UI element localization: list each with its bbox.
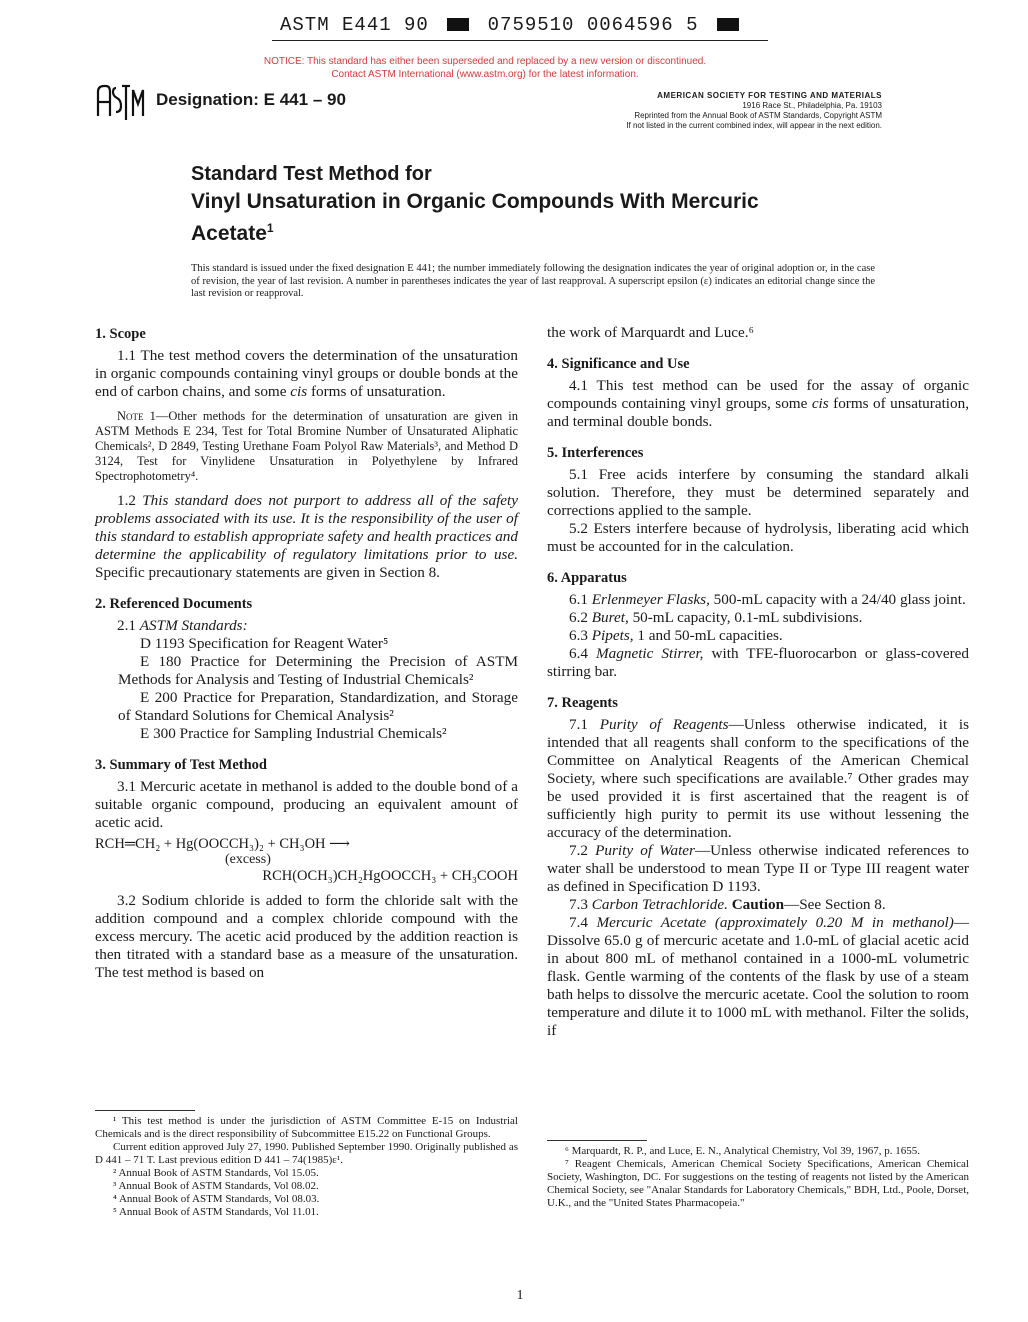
- ref-item: D 1193 Specification for Reagent Water⁵: [140, 635, 389, 652]
- footnote: ⁶ Marquardt, R. P., and Luce, E. N., Analytical Chemistry, Vol 39, 1967, p. 1655.: [565, 1145, 920, 1157]
- footnote: ¹ This test method is under the jurisdiction of ASTM Committee E-15 on Industrial Chemicals and is the direct responsibility of Subcommittee E15.22 on Functional Groups.: [95, 1115, 518, 1140]
- publisher-reprint: Reprinted from the Annual Book of ASTM Standards, Copyright ASTM: [634, 111, 882, 120]
- footnote-rule: [95, 1110, 195, 1111]
- para-3-1: 3.1 Mercuric acetate in methanol is added to the double bond of a suitable organic compound, producing an equivalent amount of acetic acid.: [95, 778, 518, 831]
- ref-item: E 200 Practice for Preparation, Standardization, and Storage of Standard Solutions for Chemical Analysis²: [118, 689, 518, 724]
- note-1: Note 1—Other methods for the determination of unsaturation are given in ASTM Methods E 234, Test for Total Bromine Number of Unsaturated Aliphatic Chemicals², D 2849, Testing Urethane Foam Polyol Raw Materials³, and Method D 3124, Test for Vinylidene Unsaturation in Polyethylene by Infrared Spectrophotometry⁴.: [95, 409, 519, 483]
- equation-excess: (excess): [225, 852, 271, 867]
- footnote: Current edition approved July 27, 1990. Published September 1990. Originally published as D 441 – 71 T. Last previous edition D 441 – 74(1985)ε¹.: [95, 1141, 518, 1166]
- footnote-rule: [547, 1140, 647, 1141]
- page-number: 1: [516, 1288, 524, 1303]
- document-code: [280, 14, 780, 36]
- notice-line-2: Contact ASTM International (www.astm.org) for the latest information.: [331, 69, 639, 80]
- title-line-2: [191, 188, 841, 247]
- title-block: [191, 162, 841, 247]
- apparatus-item: 6.2 Buret, 50-mL capacity, 0.1-mL subdivisions.: [569, 609, 863, 626]
- para-7-3: 7.3 Carbon Tetrachloride. Caution—See Section 8.: [569, 896, 886, 913]
- designation: Designation: E 441 – 90: [156, 90, 346, 109]
- issued-statement: This standard is issued under the fixed designation E 441; the number immediately following the designation indicates the year of original adoption or, in the case of revision, the year of last revision. A number in parentheses indicates the year of last reapproval. A superscript epsilon (ε) indicates an editorial change since the last revision or reapproval.: [191, 263, 875, 299]
- apparatus-item: 6.1 Erlenmeyer Flasks, 500-mL capacity with a 24/40 glass joint.: [569, 591, 966, 608]
- left-column: [95, 325, 518, 982]
- title-footnote-mark: 1: [266, 221, 274, 235]
- title-line-1: Standard Test Method for: [191, 163, 432, 185]
- footnote: ⁴ Annual Book of ASTM Standards, Vol 08.03.: [113, 1193, 320, 1205]
- footnotes-right: [547, 1140, 969, 1210]
- section-5-heading: 5. Interferences: [547, 445, 644, 461]
- section-6-heading: 6. Apparatus: [547, 570, 627, 586]
- publisher-org: AMERICAN SOCIETY FOR TESTING AND MATERIALS: [657, 91, 882, 100]
- para-3-2: 3.2 Sodium chloride is added to form the chloride salt with the addition compound and a complex chloride compound with the excess mercury. The acetic acid produced by the addition reaction is then titrated with a standard base as a measure of the unsaturation. The test method is based on: [95, 892, 518, 981]
- right-column: [547, 324, 969, 1040]
- para-7-1: 7.1 Purity of Reagents—Unless otherwise indicated, it is intended that all reagents shall conform to the specifications of the Committee on Analytical Reagents of the American Chemical Society, where such specifications are available.⁷ Other grades may be used provided it is first ascertained that the reagent is of sufficiently high purity to permit its use without lessening the accuracy of the determination.: [547, 716, 970, 841]
- code-bar-end: [717, 18, 739, 31]
- continued-text: the work of Marquardt and Luce.⁶: [547, 324, 754, 341]
- code-left: ASTM E441 90: [280, 14, 429, 36]
- section-1-heading: 1. Scope: [95, 326, 146, 342]
- publisher-note: If not listed in the current combined index, will appear in the next edition.: [626, 121, 882, 130]
- ref-item: E 300 Practice for Sampling Industrial Chemicals²: [140, 725, 447, 742]
- para-5-2: 5.2 Esters interfere because of hydrolysis, liberating acid which must be accounted for in the calculation.: [547, 520, 969, 555]
- section-2-heading: 2. Referenced Documents: [95, 596, 253, 612]
- apparatus-item: 6.4 Magnetic Stirrer, with TFE-fluorocarbon or glass-covered stirring bar.: [547, 645, 970, 680]
- para-7-4: 7.4 Mercuric Acetate (approximately 0.20 M in methanol)—Dissolve 65.0 g of mercuric acetate and 1.0-mL of glacial acetic acid in about 800 mL of methanol contained in a 1000-mL volumetric flask. Gentle warming of the contents of the flask by use of a steam bath helps to dissolve the mercuric acetate. Cool the solution to room temperature and dilute it to 1000 mL with methanol. Filter the solids, if: [547, 914, 970, 1039]
- reaction-equation: [95, 836, 518, 884]
- header-rule: [272, 40, 768, 41]
- section-3-heading: 3. Summary of Test Method: [95, 757, 267, 773]
- footnote: ⁷ Reagent Chemicals, American Chemical Society Specifications, American Chemical Society, Washington, DC. For suggestions on the testing of reagents not listed by the American Chemical Society, see "Analar Standards for Laboratory Chemicals," BDH, Ltd., Poole, Dorset, U.K., and the "United States Pharmacopeia.": [547, 1158, 969, 1209]
- publisher-info: [520, 91, 882, 131]
- code-mid: 0759510 0064596 5: [487, 14, 699, 36]
- para-4-1: 4.1 This test method can be used for the assay of organic compounds containing vinyl groups, some cis forms of unsaturation, and terminal double bonds.: [547, 377, 969, 430]
- footnotes-left: [95, 1110, 518, 1219]
- para-1-1: 1.1 The test method covers the determination of the unsaturation in organic compounds containing vinyl groups or double bonds at the end of carbon chains, and some cis forms of unsaturation.: [95, 347, 518, 400]
- section-7-heading: 7. Reagents: [547, 695, 618, 711]
- astm-logo-icon: [94, 82, 146, 124]
- equation-line-1: RCH═CH₂ + Hg(OOCCH₃)₂ + CH₃OH ⟶: [95, 836, 350, 852]
- footnote: ⁵ Annual Book of ASTM Standards, Vol 11.01.: [113, 1206, 319, 1218]
- para-7-2: 7.2 Purity of Water—Unless otherwise indicated references to water shall be understood to mean Type II or Type III reagent water as defined in Specification D 1193.: [547, 842, 970, 895]
- notice-line-1: NOTICE: This standard has either been superseded and replaced by a new version or discontinued.: [263, 56, 707, 67]
- para-5-1: 5.1 Free acids interfere by consuming the standard alkali solution. Therefore, they must be determined separately and corrections applied to the sample.: [547, 466, 969, 519]
- title-main: Vinyl Unsaturation in Organic Compounds With Mercuric Acetate: [191, 190, 759, 245]
- footnote: ² Annual Book of ASTM Standards, Vol 15.05.: [113, 1167, 319, 1179]
- publisher-address: 1916 Race St., Philadelphia, Pa. 19103: [742, 101, 882, 110]
- code-bar: [447, 18, 469, 31]
- ref-item: E 180 Practice for Determining the Precision of ASTM Methods for Analysis and Testing of Industrial Chemicals²: [118, 653, 518, 688]
- footnote: ³ Annual Book of ASTM Standards, Vol 08.02.: [113, 1180, 319, 1192]
- section-4-heading: 4. Significance and Use: [547, 356, 690, 372]
- para-1-2: 1.2 This standard does not purport to address all of the safety problems associated with its use. It is the responsibility of the user of this standard to establish appropriate safety and health practices and determine the applicability of regulatory limitations prior to use. Specific precautionary statements are given in Section 8.: [95, 492, 518, 581]
- apparatus-item: 6.3 Pipets, 1 and 50-mL capacities.: [569, 627, 783, 644]
- equation-line-2: RCH(OCH₃)CH₂HgOOCCH₃ + CH₃COOH: [262, 868, 518, 884]
- para-2-1: 2.1 ASTM Standards:: [117, 617, 248, 634]
- notice: [200, 55, 770, 81]
